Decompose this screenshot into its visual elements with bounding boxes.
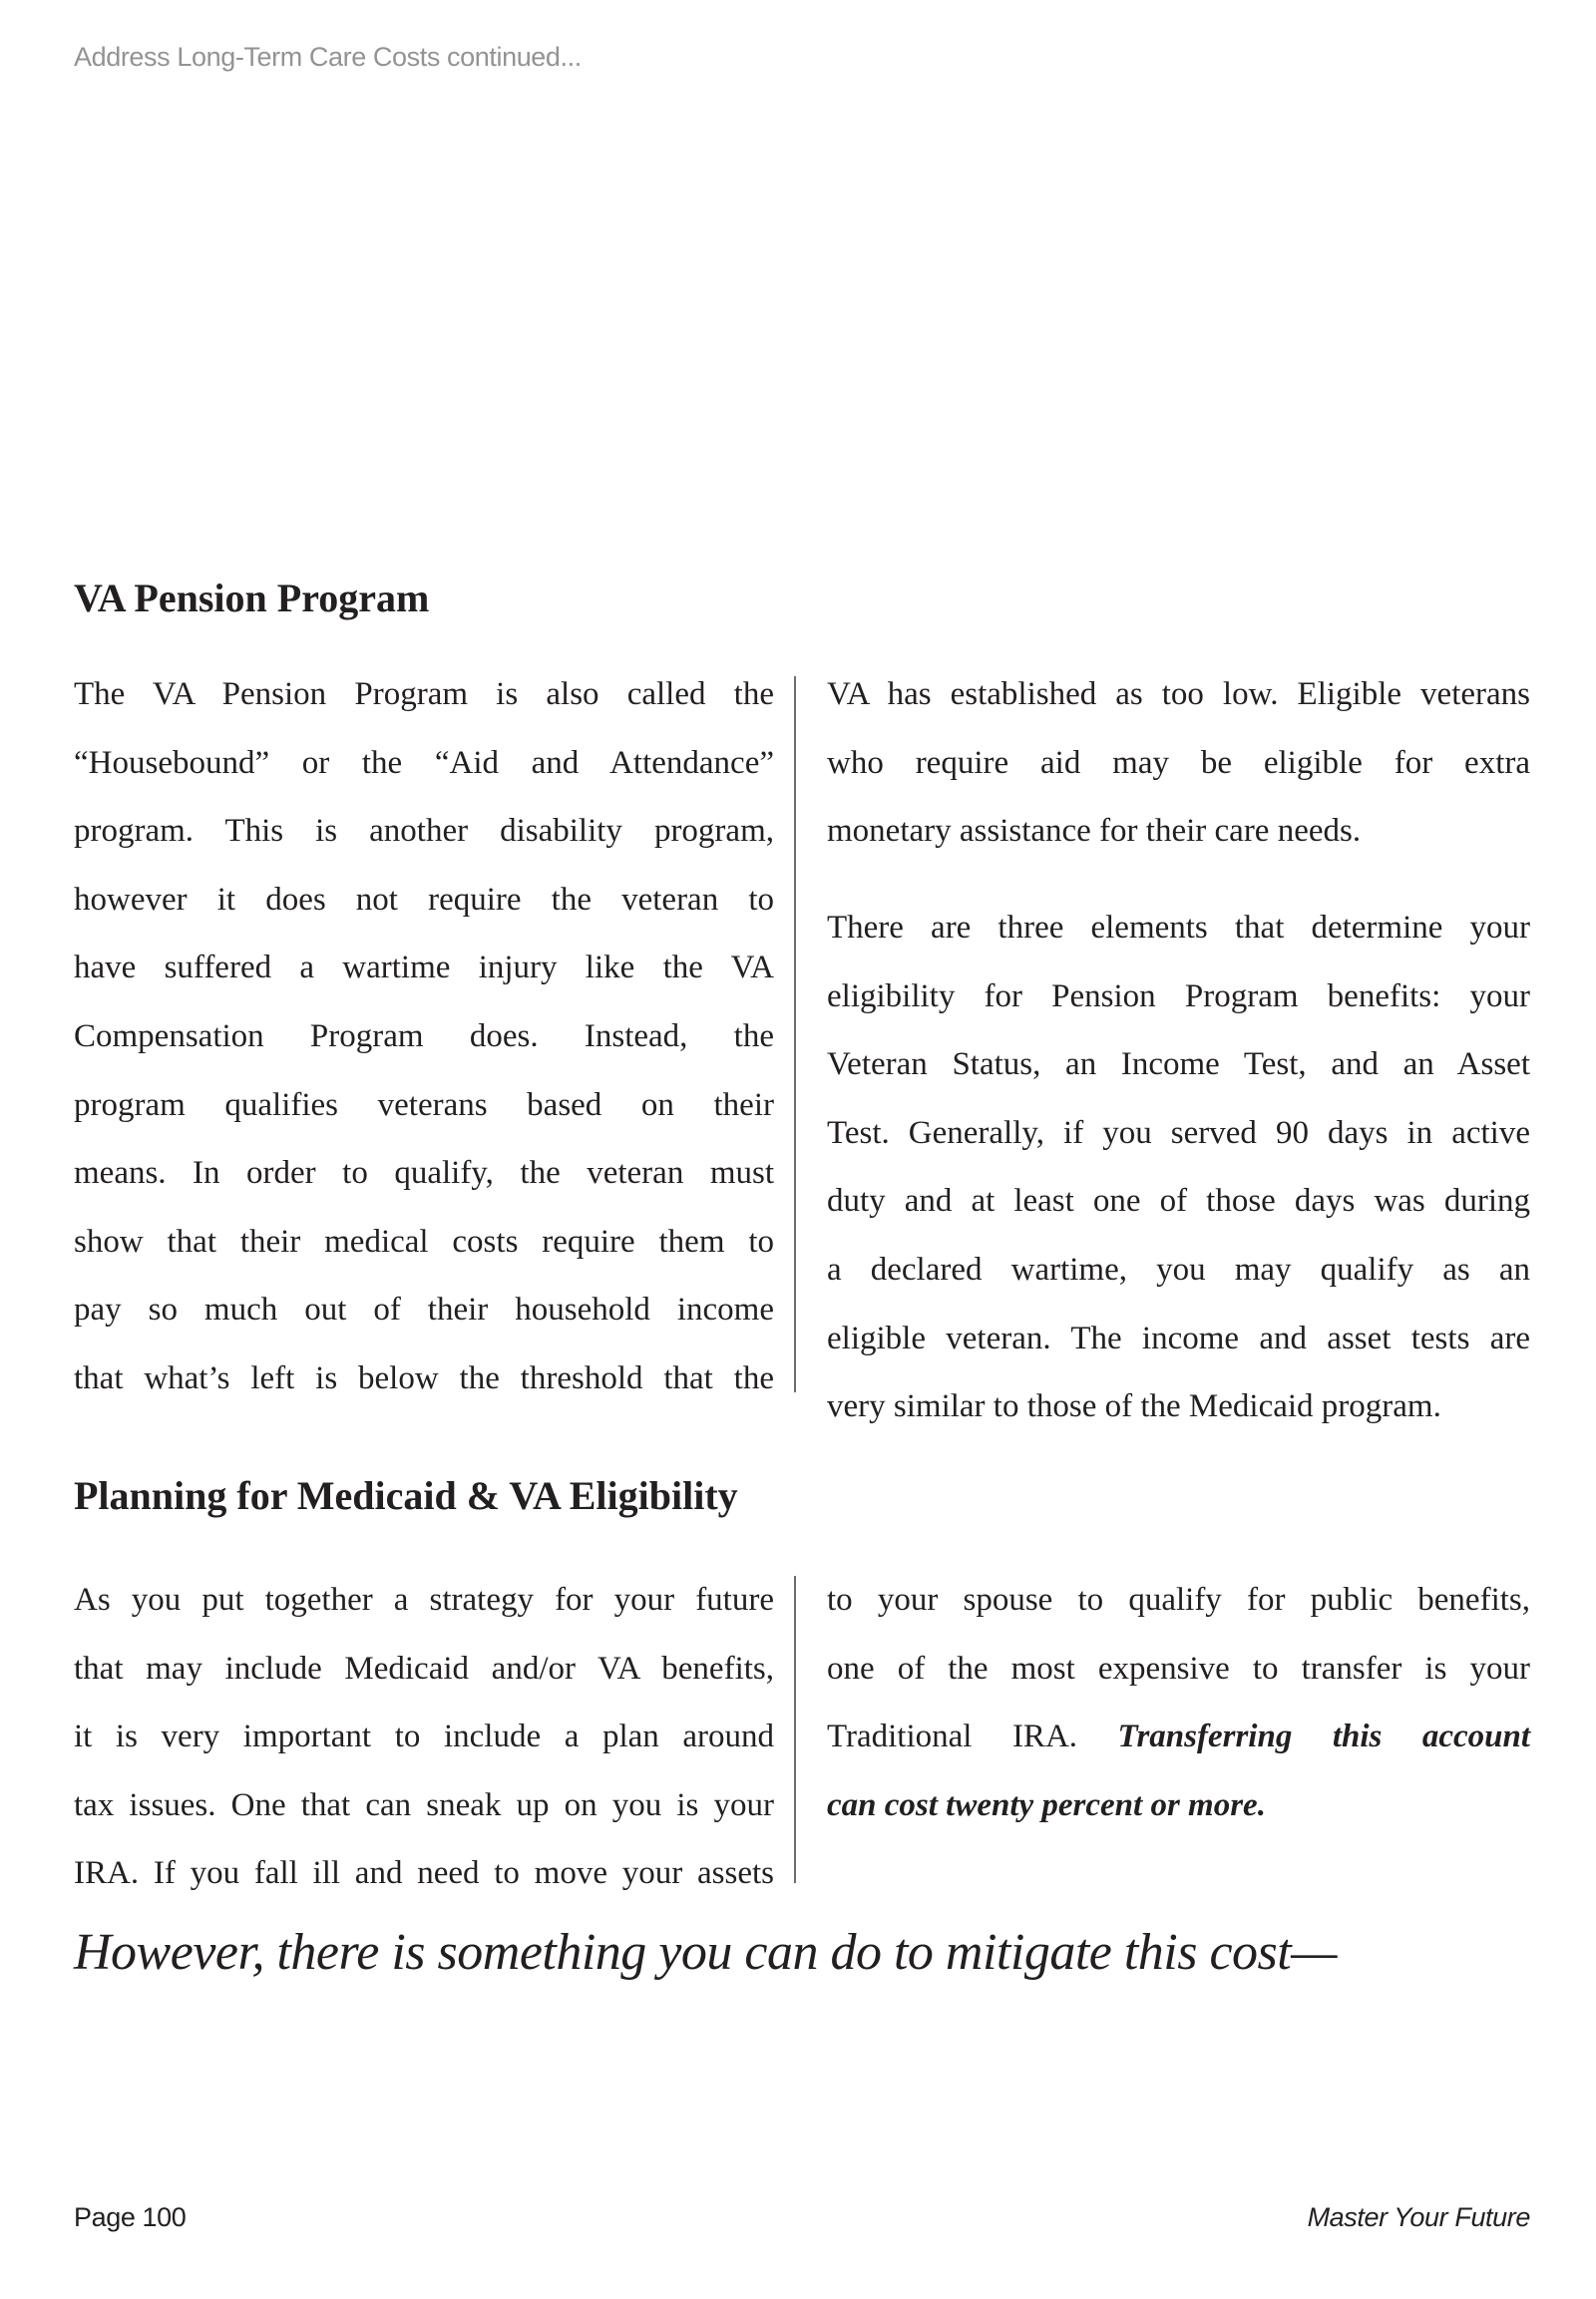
body-line-mixed: [827, 1703, 1530, 1771]
va-pension-left-column: [74, 660, 774, 1413]
body-line: that what’s left is below the threshold that the: [74, 1359, 774, 1396]
planning-right-column: [827, 1566, 1530, 1839]
section-heading-va-pension: VA Pension Program: [74, 575, 430, 620]
body-line: a declared wartime, you may qualify as an: [827, 1251, 1530, 1288]
va-pension-right-column-para1: [827, 660, 1530, 866]
body-line: eligibility for Pension Program benefits: your: [827, 977, 1530, 1014]
body-line: one of the most expensive to transfer is your: [827, 1650, 1530, 1687]
body-line: have suffered a wartime injury like the VA: [74, 950, 774, 986]
page-number: Page 100: [74, 2202, 187, 2232]
body-line: show that their medical costs require them to: [74, 1223, 774, 1260]
body-line: As you put together a strategy for your future: [74, 1582, 774, 1618]
column-divider: [794, 1576, 796, 1883]
body-line: “Housebound” or the “Aid and Attendance”: [74, 744, 774, 781]
body-line: it is very important to include a plan around: [74, 1719, 774, 1755]
body-line: very similar to those of the Medicaid program.: [827, 1388, 1441, 1425]
body-line: There are three elements that determine your: [827, 910, 1530, 946]
book-title: Master Your Future: [1307, 2202, 1530, 2232]
body-line: that may include Medicaid and/or VA benefits,: [74, 1650, 774, 1687]
body-line: IRA. If you fall ill and need to move your assets: [74, 1855, 774, 1892]
callout-text: However, there is something you can do to mitigate this cost—: [74, 1924, 1337, 1981]
emphasis-text: can cost twenty percent or more.: [827, 1786, 1266, 1823]
body-line: Test. Generally, if you served 90 days in active: [827, 1114, 1530, 1151]
body-line: VA has established as too low. Eligible veterans: [827, 676, 1530, 712]
body-line: The VA Pension Program is also called the: [74, 676, 774, 712]
emphasis-text: Transferring this account: [1117, 1719, 1530, 1755]
body-line: program qualifies veterans based on their: [74, 1086, 774, 1123]
body-line: duty and at least one of those days was during: [827, 1183, 1530, 1220]
body-line: means. In order to qualify, the veteran must: [74, 1155, 774, 1192]
body-line: to your spouse to qualify for public benefits,: [827, 1582, 1530, 1618]
body-line: pay so much out of their household income: [74, 1292, 774, 1329]
body-line: Compensation Program does. Instead, the: [74, 1017, 774, 1054]
section-heading-planning: Planning for Medicaid & VA Eligibility: [74, 1473, 738, 1518]
planning-left-column: [74, 1566, 774, 1908]
running-head: Address Long-Term Care Costs continued...: [74, 42, 582, 72]
body-line: Veteran Status, an Income Test, and an Asset: [827, 1046, 1530, 1083]
va-pension-right-column-para2: [827, 894, 1530, 1441]
body-line: program. This is another disability program,: [74, 813, 774, 850]
body-line: eligible veteran. The income and asset tests are: [827, 1320, 1530, 1356]
body-line: who require aid may be eligible for extra: [827, 744, 1530, 781]
body-line: [827, 1771, 1530, 1840]
body-line: tax issues. One that can sneak up on you is your: [74, 1786, 774, 1823]
column-divider: [794, 676, 796, 1392]
body-line: however it does not require the veteran to: [74, 881, 774, 918]
plain-text: Traditional IRA.: [827, 1719, 1118, 1755]
body-line: monetary assistance for their care needs.: [827, 813, 1362, 850]
